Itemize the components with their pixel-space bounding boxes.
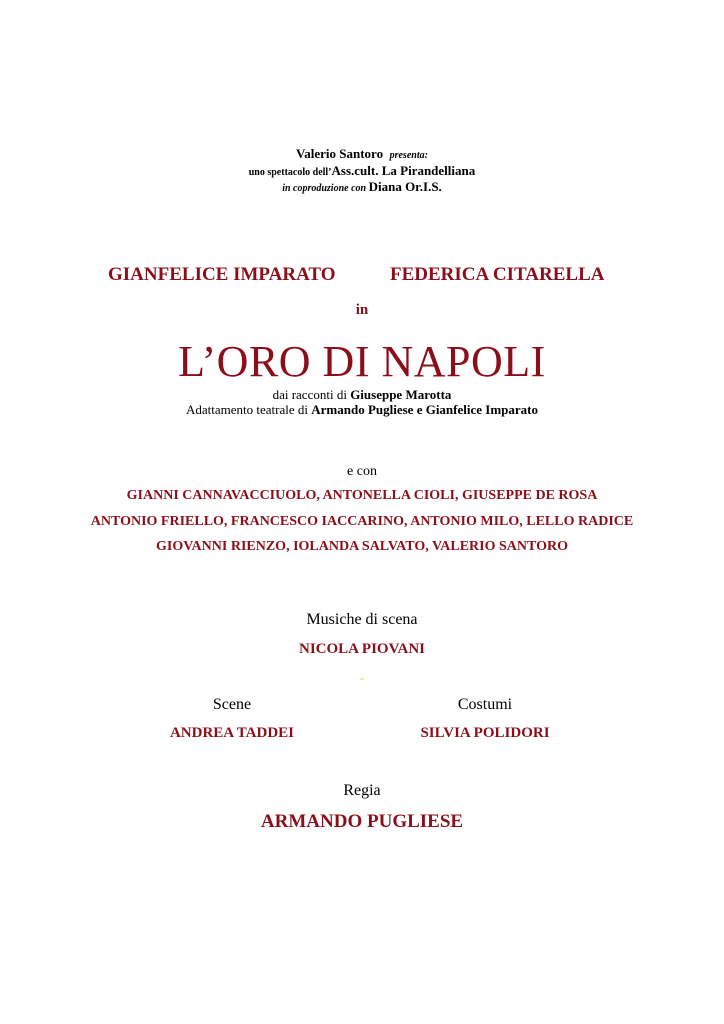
presenter-line: [0, 146, 724, 162]
source-prefix: dai racconti di: [272, 387, 347, 402]
production-line: [0, 163, 724, 179]
cast-line: GIOVANNI RIENZO, IOLANDA SALVATO, VALERIO SANTORO: [156, 539, 568, 554]
in-label: in: [355, 302, 369, 318]
e-con-label: e con: [347, 464, 377, 479]
music-label: Musiche di scena: [306, 611, 418, 628]
coproduction-prefix: in coproduzione con: [282, 183, 367, 194]
costume-designer: SILVIA POLIDORI: [420, 725, 550, 741]
source-author: Giuseppe Marotta: [350, 387, 452, 402]
coproduction-line: [0, 179, 724, 195]
lead-actor-1: GIANFELICE IMPARATO: [108, 264, 336, 285]
show-title: L’ORO DI NAPOLI: [178, 337, 546, 386]
production-company: Ass.cult. La Pirandelliana: [331, 163, 476, 178]
coproduction-company: Diana Or.I.S.: [368, 179, 442, 194]
adaptation-authors: Armando Pugliese e Gianfelice Imparato: [311, 402, 538, 417]
costumes-label: Costumi: [457, 696, 513, 713]
source-line: [0, 387, 724, 403]
production-prefix: uno spettacolo dell’: [248, 167, 332, 178]
separator-dash: -: [360, 671, 364, 685]
direction-label: Regia: [343, 782, 381, 799]
cast-line: ANTONIO FRIELLO, FRANCESCO IACCARINO, ANTONIO MILO, LELLO RADICE: [90, 514, 634, 529]
presenter-name: Valerio Santoro: [296, 146, 384, 161]
adaptation-line: [0, 402, 724, 418]
sets-label: Scene: [212, 696, 252, 713]
lead-actor-2: FEDERICA CITARELLA: [390, 264, 605, 285]
adaptation-prefix: Adattamento teatrale di: [185, 402, 308, 417]
director-name: ARMANDO PUGLIESE: [260, 811, 464, 832]
music-composer: NICOLA PIOVANI: [299, 641, 425, 657]
cast-line: GIANNI CANNAVACCIUOLO, ANTONELLA CIOLI, GIUSEPPE DE ROSA: [126, 488, 598, 503]
sets-designer: ANDREA TADDEI: [169, 725, 295, 741]
presenta-label: presenta:: [389, 150, 428, 161]
